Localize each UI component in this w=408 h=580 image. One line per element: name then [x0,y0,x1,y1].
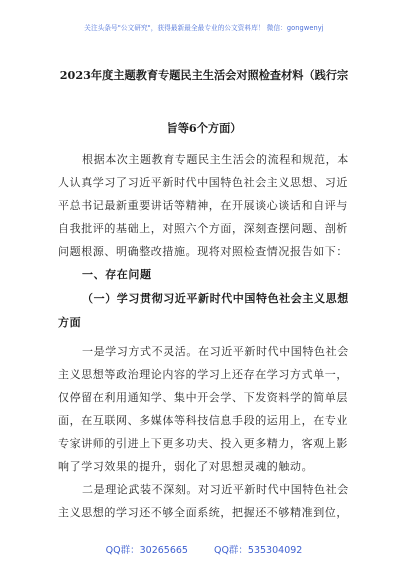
body-line: 问题根源、明确整改措施。现将对照检查情况报告如下： [58,245,348,258]
subsection-heading-line-1: （一）学习贯彻习近平新时代中国特色社会主义思想 [82,292,349,305]
document-title-line-2: 旨等6个方面） [166,121,242,135]
header-banner: 关注头条号"公文研究"，获得最新最全最专业的公文资料库！ 微信：gongwenyj [84,24,324,32]
body-line: 自我批评的基础上，对照六个方面，深刻查摆问题、剖析 [58,222,348,235]
body-line: 根据本次主题教育专题民主生活会的流程和规范，本 [82,153,349,166]
subsection-heading-line-2: 方面 [58,316,82,329]
body-line: 主义思想等政治理论内容的学习上还存在学习方式单一， [58,368,348,381]
body-line: 主义思想的学习还不够全面系统，把握还不够精准到位， [58,506,348,519]
section-heading: 一、存在问题 [82,268,152,281]
body-line: 专家讲师的引进上下更多功夫、投入更多精力，客观上影 [58,437,348,450]
body-line: 面，在互联网、多媒体等科技信息手段的运用上，在专业 [58,414,348,427]
body-line: 响了学习效果的提升，弱化了对思想灵魂的触动。 [58,460,314,473]
footer-qq-group-2: QQ群：535304092 [213,545,303,556]
document-title-line-1: 2023年度主题教育专题民主生活会对照检查材料（践行宗 [59,68,349,82]
body-line: 人认真学习了习近平新时代中国特色社会主义思想、习近 [58,176,348,189]
footer [0,542,408,556]
body-line: 一是学习方式不灵活。在习近平新时代中国特色社会 [82,345,349,358]
body-line: 平总书记最新重要讲话等精神，在开展谈心谈话和自评与 [58,199,348,212]
body-line: 二是理论武装不深刻。对习近平新时代中国特色社会 [82,483,349,496]
footer-qq-group-1: QQ群：30265665 [105,545,188,556]
body-line: 仅停留在利用通知学、集中开会学、下发资料学的简单层 [58,391,348,404]
